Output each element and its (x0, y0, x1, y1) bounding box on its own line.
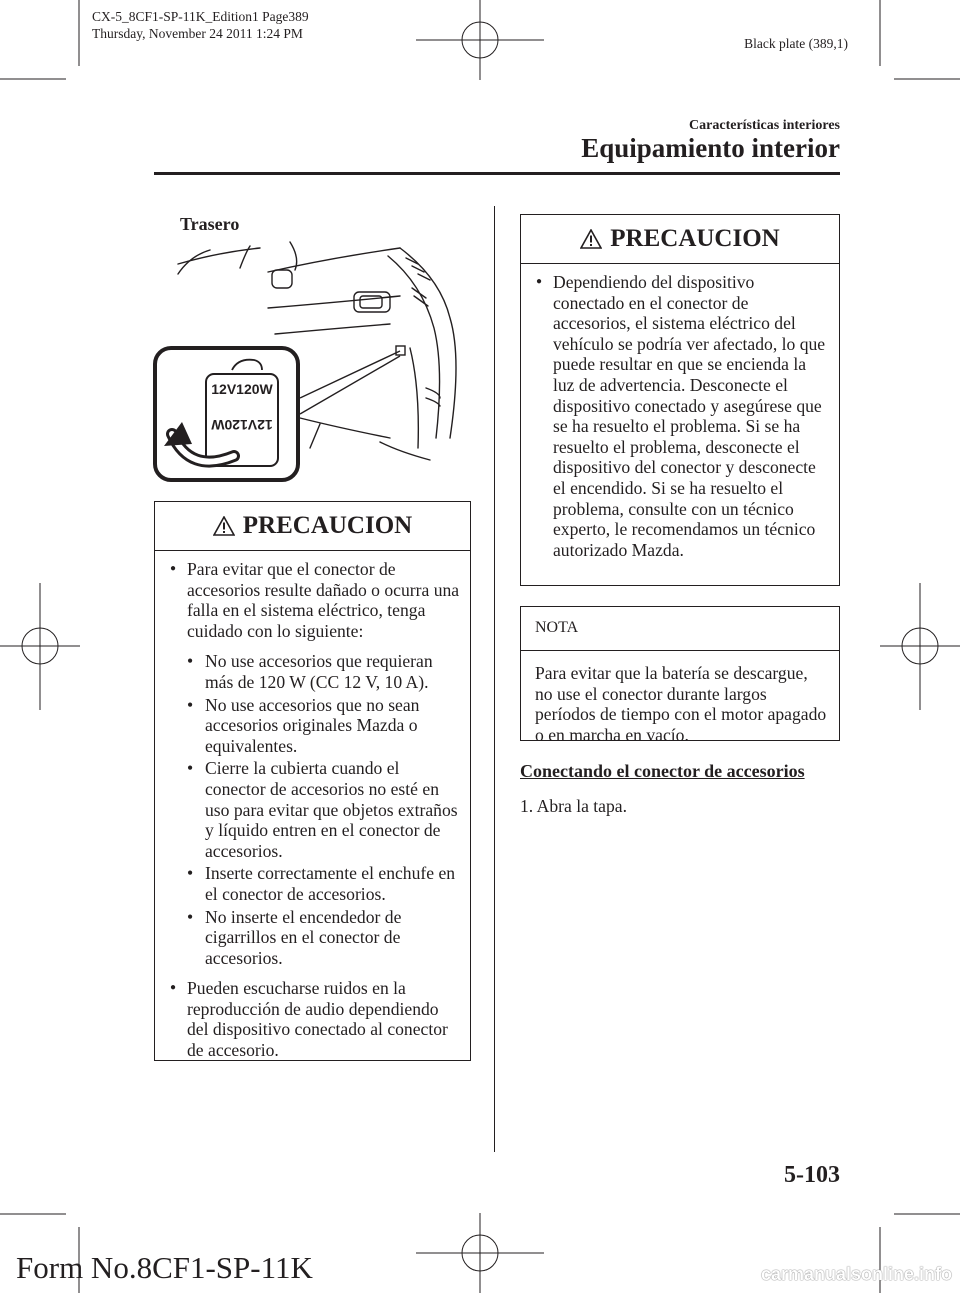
sub-list-item: • No use accesorios que requieran más de 120 W (CC 12 V, 10 A). (169, 651, 460, 692)
section-title: Equipamiento interior (581, 133, 840, 163)
header-rule (154, 172, 840, 175)
note-body: Para evitar que la batería se descargue, no use el conector durante largos períodos de tiempo con el motor apagado o en marcha en vacío. (535, 663, 827, 745)
sub-list-item: • No inserte el encendedor de cigarrillos en el conector de accesorios. (169, 907, 460, 969)
accessory-socket-illustration (150, 238, 470, 483)
caution-header (521, 215, 839, 264)
caution-box-right (520, 214, 840, 586)
caution-body (155, 551, 470, 1071)
warning-triangle-icon (580, 229, 602, 249)
caution-bullet (169, 559, 460, 968)
warning-triangle-icon (213, 516, 235, 536)
column-divider (494, 206, 495, 1152)
sub-list-item: • Inserte correctamente el enchufe en el conector de accesorios. (169, 863, 460, 904)
procedure-step: 1. Abra la tapa. (520, 796, 627, 816)
sub-list (187, 651, 460, 968)
note-box (520, 606, 840, 745)
caution-bullet: ● Dependiendo del dispositivo conectado en el conector de accesorios, el sistema eléctrico del vehículo se podría ver afectado, lo que puede resultar en que se encienda la luz de advertencia. Desconecte el dispositivo conectado y asegúrese que se ha resuelto el problema. Si se ha resuelto el problema, desconecte el dispositivo del conector y desconecte el encendido. Si se ha resuelto el problema, consulte con un técnico experto, le recomendamos un técnico autorizado Mazda. (535, 272, 829, 560)
caution-header (155, 502, 470, 551)
sub-list-item: • No use accesorios que no sean accesorios originales Mazda o equivalentes. (169, 695, 460, 757)
socket-label-bottom: 12V120W (211, 417, 273, 433)
print-job-line-1: CX-5_8CF1-SP-11K_Edition1 Page389 (92, 9, 309, 24)
caution-box-left (154, 501, 471, 1061)
caution-bullet-text: ● Para evitar que el conector de accesorios resulte dañado o ocurra una falla en el sistema eléctrico, tenga cuidado con lo siguiente: (187, 559, 460, 641)
watermark: carmanualsonline.info (760, 1264, 952, 1284)
socket-label-top: 12V120W (211, 381, 273, 397)
sub-list-item: • Cierre la cubierta cuando el conector de accesorios no esté en uso para evitar que objetos extraños y líquido entren en el conector de accesorios. (169, 758, 460, 861)
form-number: Form No.8CF1-SP-11K (16, 1250, 313, 1285)
caution-title: PRECAUCION (610, 225, 780, 252)
plate-info: Black plate (389,1) (744, 36, 848, 51)
note-title: NOTA (521, 607, 839, 651)
procedure-heading: Conectando el conector de accesorios (520, 761, 805, 781)
page-number: 5-103 (784, 1162, 840, 1188)
print-job-line-2: Thursday, November 24 2011 1:24 PM (92, 26, 303, 41)
print-job-info (92, 8, 309, 42)
caution-body (521, 264, 839, 570)
caution-bullet: ● Pueden escucharse ruidos en la reproducción de audio dependiendo del dispositivo conectado al conector de accesorio. (169, 978, 460, 1060)
caution-title: PRECAUCION (242, 512, 413, 539)
figure-label: Trasero (180, 214, 240, 234)
section-subtitle: Características interiores (689, 118, 840, 133)
